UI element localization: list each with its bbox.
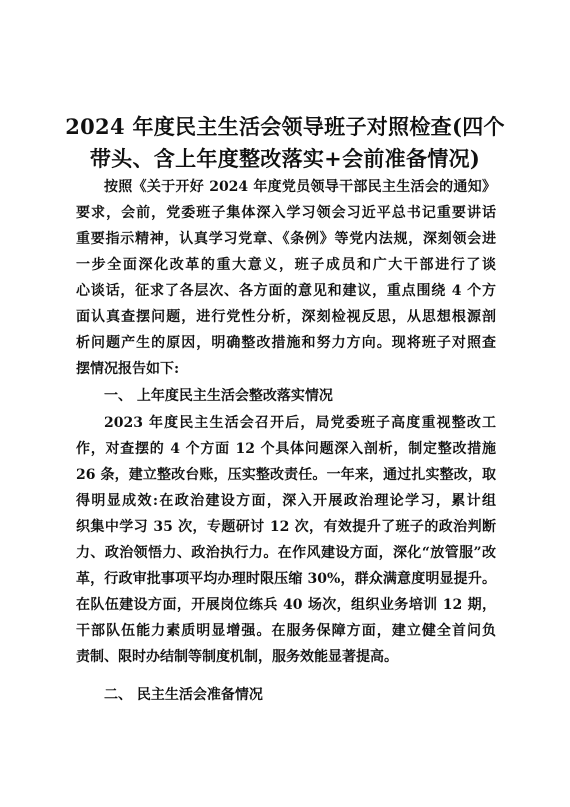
document-title-line-1: 2024 年度民主生活会领导班子对照检查(四个: [65, 114, 505, 139]
paragraph-2-line: 在队伍建设方面，开展岗位练兵 40 场次，组织业务培训 12 期，: [76, 597, 496, 613]
paragraph-1-line: 摆情况报告如下:: [76, 361, 180, 377]
paragraph-2-line: 26 条，建立整改台账，压实整改责任。一年来，通过扎实整改，取: [76, 467, 496, 483]
section-2-heading: 二、 民主生活会准备情况: [104, 687, 263, 703]
paragraph-2-line: 作，对查摆的 4 个方面 12 个具体问题深入剖析，制定整改措施: [76, 441, 496, 457]
paragraph-1-line: 面认真查摆问题，进行党性分析，深刻检视反思，从思想根源剖: [76, 309, 496, 325]
paragraph-1-line: 心谈话，征求了各层次、各方面的意见和建议，重点围绕 4 个方: [76, 283, 496, 299]
paragraph-2-line: 干部队伍能力素质明显增强。在服务保障方面，建立健全首问负: [76, 623, 496, 639]
paragraph-2-line: 2023 年度民主生活会召开后，局党委班子高度重视整改工: [104, 415, 496, 431]
paragraph-2-line: 力、政治领悟力、政治执行力。在作风建设方面，深化“放管服”改: [76, 545, 496, 561]
paragraph-1-line: 重要指示精神，认真学习党章、《条例》等党内法规，深刻领会进: [76, 231, 496, 247]
paragraph-2-line: 得明显成效:在政治建设方面，深入开展政治理论学习，累计组: [76, 493, 496, 509]
paragraph-1-line: 析问题产生的原因，明确整改措施和努力方向。现将班子对照查: [76, 335, 496, 351]
document-title-line-2: 带头、含上年度整改落实+会前准备情况): [89, 146, 481, 171]
paragraph-1-line: 要求，会前，党委班子集体深入学习领会习近平总书记重要讲话: [76, 205, 496, 221]
paragraph-2-line: 革，行政审批事项平均办理时限压缩 30%，群众满意度明显提升。: [76, 571, 496, 587]
paragraph-1-line: 一步全面深化改革的重大意义，班子成员和广大干部进行了谈: [76, 257, 496, 273]
paragraph-2-line: 织集中学习 35 次，专题研讨 12 次，有效提升了班子的政治判断: [76, 519, 496, 535]
paragraph-2-line: 责制、限时办结制等制度机制，服务效能显著提高。: [76, 649, 398, 665]
section-1-heading: 一、 上年度民主生活会整改落实情况: [104, 388, 333, 404]
paragraph-1-line: 按照《关于开好 2024 年度党员领导干部民主生活会的通知》: [104, 179, 496, 195]
